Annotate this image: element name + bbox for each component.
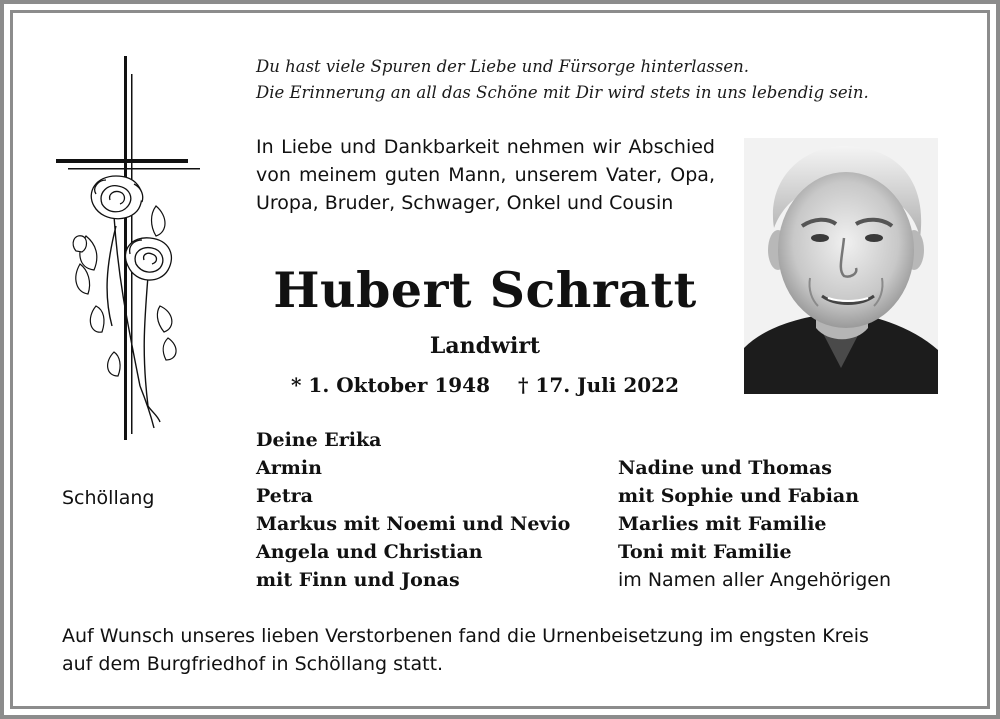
birth-date: * 1. Oktober 1948 xyxy=(290,373,490,397)
memorial-quote xyxy=(256,54,956,106)
mourner-line: Toni mit Familie xyxy=(618,541,792,563)
mourner-line: Petra xyxy=(256,485,313,507)
place-label: Schöllang xyxy=(62,487,155,509)
burial-note xyxy=(62,622,962,678)
burial-note-line-2: auf dem Burgfriedhof in Schöllang statt. xyxy=(62,653,444,675)
portrait-photo xyxy=(744,138,938,394)
mourner-line: mit Finn und Jonas xyxy=(256,569,460,591)
quote-line-2: Die Erinnerung an all das Schöne mit Dir wird stets in uns lebendig sein. xyxy=(256,83,869,102)
mourners-right-list xyxy=(618,454,891,594)
life-dates xyxy=(240,370,730,400)
burial-note-line-1: Auf Wunsch unseres lieben Verstorbenen fand die Urnenbeisetzung im engsten Kreis xyxy=(62,625,869,647)
mourners-left-list xyxy=(256,426,570,594)
mourner-line: Deine Erika xyxy=(256,429,382,451)
death-date: † 17. Juli 2022 xyxy=(517,373,679,397)
quote-line-1: Du hast viele Spuren der Liebe und Fürsorge hinterlassen. xyxy=(256,57,749,76)
deceased-profession: Landwirt xyxy=(429,333,541,359)
mourner-line: mit Sophie und Fabian xyxy=(618,485,860,507)
mourner-line: Marlies mit Familie xyxy=(618,513,827,535)
mourner-line: Nadine und Thomas xyxy=(618,457,832,479)
mourner-line: Angela und Christian xyxy=(256,541,483,563)
deceased-name: Hubert Schratt xyxy=(273,261,697,319)
mourners-closing: im Namen aller Angehörigen xyxy=(618,569,892,591)
mourner-line: Armin xyxy=(256,457,322,479)
mourner-line: Markus mit Noemi und Nevio xyxy=(256,513,571,535)
intro-text: In Liebe und Dankbarkeit nehmen wir Abschied von meinem guten Mann, unserem Vater, Opa, Uropa, Bruder, Schwager, Onkel und Cousin xyxy=(256,136,715,214)
cross-with-roses-icon xyxy=(56,56,206,446)
